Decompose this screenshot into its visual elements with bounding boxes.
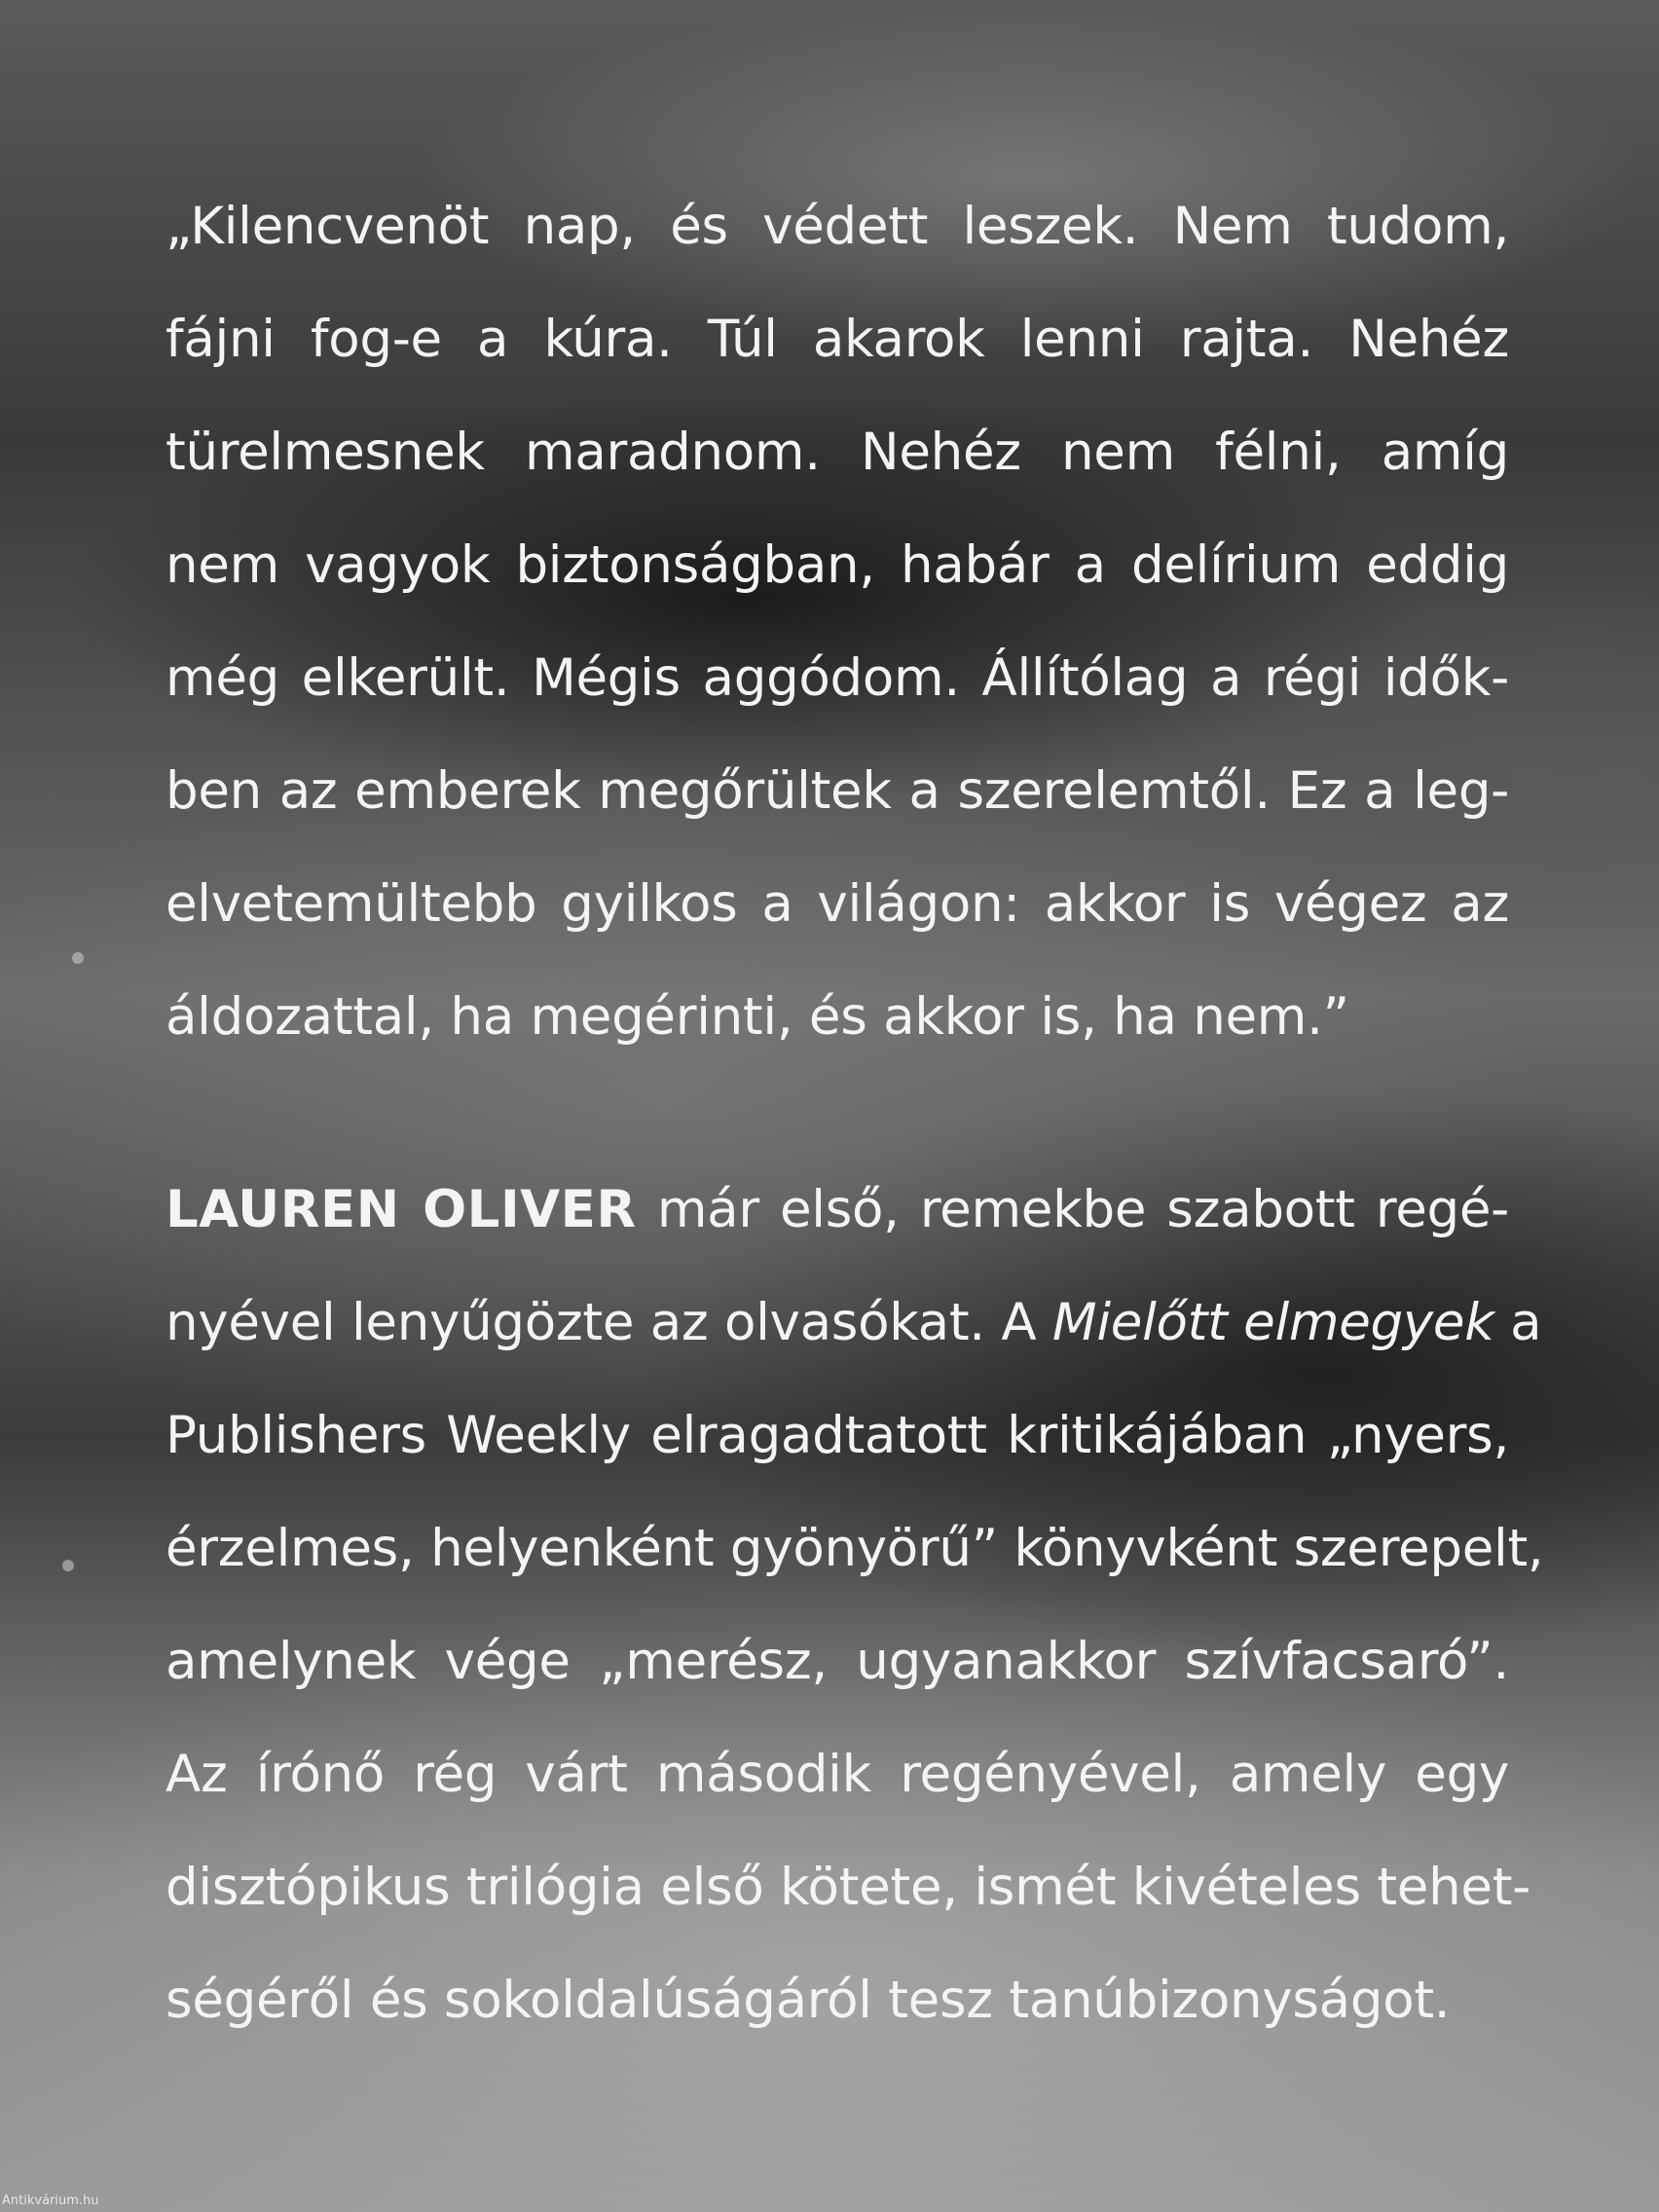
dust-speck	[62, 1560, 74, 1571]
bio-line: disztópikus trilógia első kötete, ismét kivételes tehet-	[166, 1858, 1531, 1917]
quote-line: elvetemültebb gyilkos a világon: akkor is végez az	[166, 874, 1509, 934]
bio-line-text: a	[1493, 1293, 1542, 1352]
quote-line: fájni fog-e a kúra. Túl akarok lenni rajta. Nehéz	[166, 310, 1509, 369]
quote-line: áldozattal, ha megérinti, és akkor is, ha nem.”	[166, 987, 1349, 1047]
quote-line: „Kilencvenöt nap, és védett leszek. Nem tudom,	[166, 197, 1509, 256]
bio-line: ségéről és sokoldalúságáról tesz tanúbizonyságot.	[166, 1971, 1451, 2030]
quote-line: türelmesnek maradnom. Nehéz nem félni, amíg	[166, 423, 1509, 482]
bio-line: Az írónő rég várt második regényével, amely egy	[166, 1745, 1509, 1804]
quote-line: még elkerült. Mégis aggódom. Állítólag a régi idők-	[166, 648, 1509, 708]
watermark: Antikvárium.hu	[2, 2194, 99, 2208]
bio-line-text: már első, remekbe szabott regé-	[636, 1180, 1509, 1239]
dust-speck	[72, 952, 84, 964]
quote-line: nem vagyok biztonságban, habár a delírium eddig	[166, 535, 1509, 595]
quote-line: ben az emberek megőrültek a szerelemtől. Ez a leg-	[166, 761, 1509, 821]
quote-paragraph	[166, 170, 1509, 1074]
bio-line: Publishers Weekly elragadtatott kritikájában „nyers,	[166, 1406, 1509, 1465]
book-title: Mielőtt elmegyek	[1051, 1293, 1494, 1352]
bio-line-text: nyével lenyűgözte az olvasókat. A	[166, 1293, 1052, 1352]
author-name: LAUREN OLIVER	[166, 1180, 637, 1239]
bio-line	[166, 1267, 1542, 1380]
author-bio-paragraph	[166, 1154, 1544, 2057]
bio-line	[166, 1154, 1509, 1267]
bio-line: érzelmes, helyenként gyönyörű” könyvként szerepelt,	[166, 1519, 1544, 1578]
bio-line: amelynek vége „merész, ugyanakkor szívfacsaró”.	[166, 1632, 1509, 1691]
